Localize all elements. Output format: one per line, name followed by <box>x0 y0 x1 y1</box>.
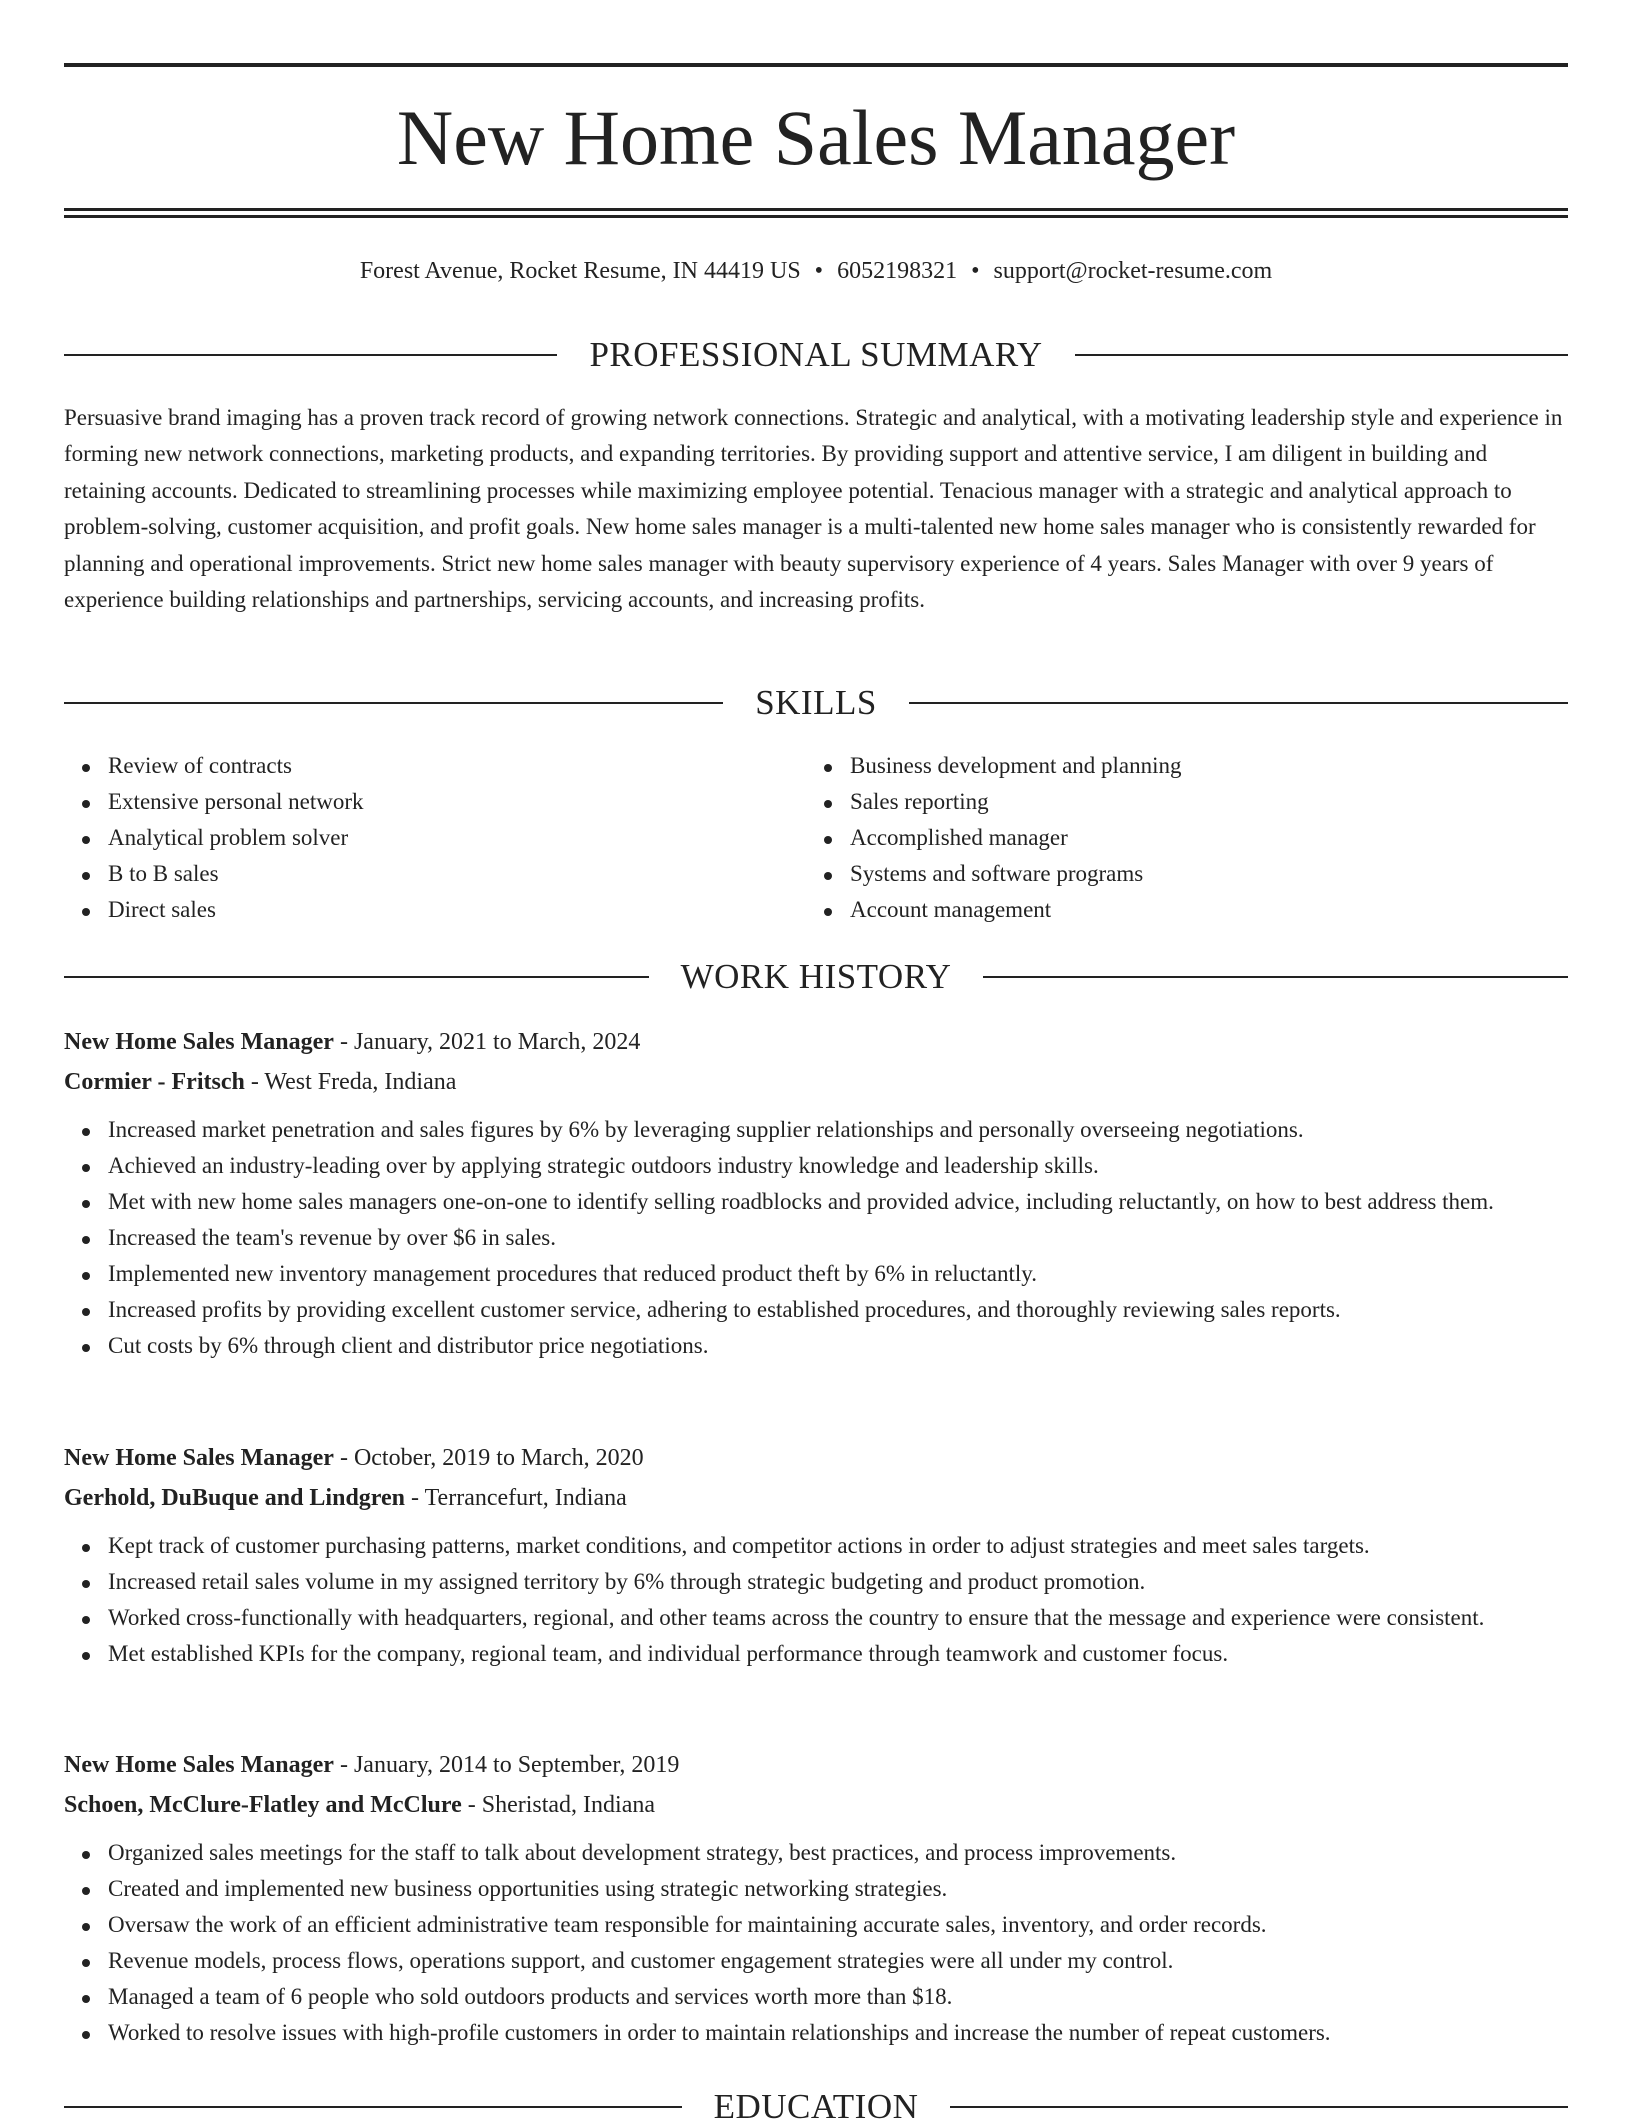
job-bullet: Implemented new inventory management procedures that reduced product theft by 6% in reluctantly. <box>108 1256 1568 1292</box>
skill-item: B to B sales <box>108 856 806 892</box>
job-bullet: Managed a team of 6 people who sold outdoors products and services worth more than $18. <box>108 1979 1568 2015</box>
section-header-summary <box>64 335 1568 375</box>
section-header-work <box>64 957 1568 997</box>
job-bullet: Met with new home sales managers one-on-one to identify selling roadblocks and provided advice, including reluctantly, on how to best address them. <box>108 1184 1568 1220</box>
skill-item: Account management <box>850 892 1548 928</box>
skills-column-right <box>806 748 1548 928</box>
section-title-skills: SKILLS <box>755 683 877 722</box>
job-bullet: Increased the team's revenue by over $6 in sales. <box>108 1220 1568 1256</box>
section-header-skills <box>64 683 1568 723</box>
header-double-rule <box>64 208 1568 218</box>
contact-separator: • <box>814 258 824 284</box>
contact-separator: • <box>971 258 980 284</box>
job-bullet: Met established KPIs for the company, regional team, and individual performance through teamwork and customer focus. <box>108 1636 1568 1672</box>
job-bullets <box>64 1528 1568 1672</box>
skill-item: Systems and software programs <box>850 856 1548 892</box>
job-bullets <box>64 1112 1568 1364</box>
job-dates: - January, 2021 to March, 2024 <box>333 1029 641 1055</box>
job-company-line <box>64 1062 1568 1102</box>
section-rule-right <box>1075 354 1568 356</box>
job-title: New Home Sales Manager <box>64 1445 334 1471</box>
contact-phone: 6052198321 <box>837 258 958 284</box>
section-rule-right <box>983 976 1568 978</box>
skill-item: Business development and planning <box>850 748 1548 784</box>
job-bullet: Oversaw the work of an efficient administrative team responsible for maintaining accurate sales, inventory, and order records. <box>108 1907 1568 1943</box>
job-location: - West Freda, Indiana <box>244 1069 457 1095</box>
contact-address: Forest Avenue, Rocket Resume, IN 44419 US <box>359 258 801 284</box>
skills-list <box>64 748 1568 928</box>
job-company-line <box>64 1785 1568 1825</box>
job-title-line <box>64 1745 1568 1785</box>
job-entry <box>64 1438 1568 1672</box>
skill-item: Review of contracts <box>108 748 806 784</box>
skill-item: Sales reporting <box>850 784 1548 820</box>
job-bullet: Increased profits by providing excellent customer service, adhering to established procedures, and thoroughly reviewing sales reports. <box>108 1292 1568 1328</box>
section-rule-left <box>64 354 557 356</box>
skill-item: Analytical problem solver <box>108 820 806 856</box>
job-location: - Terrancefurt, Indiana <box>405 1485 627 1511</box>
section-title-work: WORK HISTORY <box>680 957 952 996</box>
job-title-line <box>64 1438 1568 1478</box>
job-bullet: Revenue models, process flows, operations support, and customer engagement strategies were all under my control. <box>108 1943 1568 1979</box>
section-header-education <box>64 2087 1568 2127</box>
job-company: Cormier - Fritsch <box>64 1069 245 1095</box>
job-entry <box>64 1022 1568 1364</box>
job-bullet: Organized sales meetings for the staff to talk about development strategy, best practices, and process improvements. <box>108 1835 1568 1871</box>
summary-text: Persuasive brand imaging has a proven track record of growing network connections. Strategic and analytical, with a motivating leadership style and experience in forming new network connections, marketing products, and expanding territories. By providing support and attentive service, I am diligent in building and retaining accounts. Dedicated to streamlining processes while maximizing employee potential. Tenacious manager with a strategic and analytical approach to problem-solving, customer acquisition, and profit goals. New home sales manager is a multi-talented new home sales manager who is consistently rewarded for planning and operational improvements. Strict new home sales manager with beauty supervisory experience of 4 years. Sales Manager with over 9 years of experience building relationships and partnerships, servicing accounts, and increasing profits. <box>64 405 1563 613</box>
job-company: Gerhold, DuBuque and Lindgren <box>64 1485 406 1511</box>
section-rule-left <box>64 976 649 978</box>
job-bullet: Increased retail sales volume in my assigned territory by 6% through strategic budgeting and product promotion. <box>108 1564 1568 1600</box>
skill-item: Direct sales <box>108 892 806 928</box>
section-title-education: EDUCATION <box>713 2087 919 2126</box>
candidate-name: New Home Sales Manager <box>396 94 1236 181</box>
job-bullet: Increased market penetration and sales figures by 6% by leveraging supplier relationships and personally overseeing negotiations. <box>108 1112 1568 1148</box>
section-rule-right <box>950 2106 1568 2108</box>
skills-column-left <box>64 748 806 928</box>
section-rule-left <box>64 2106 682 2108</box>
job-bullet: Achieved an industry-leading over by applying strategic outdoors industry knowledge and leadership skills. <box>108 1148 1568 1184</box>
contact-line <box>64 256 1568 286</box>
skill-item: Extensive personal network <box>108 784 806 820</box>
job-bullet: Kept track of customer purchasing patterns, market conditions, and competitor actions in order to adjust strategies and meet sales targets. <box>108 1528 1568 1564</box>
job-company: Schoen, McClure-Flatley and McClure <box>64 1792 462 1818</box>
job-bullet: Cut costs by 6% through client and distributor price negotiations. <box>108 1328 1568 1364</box>
section-title-summary: PROFESSIONAL SUMMARY <box>589 335 1043 374</box>
contact-email: support@rocket-resume.com <box>993 258 1273 284</box>
job-title-line <box>64 1022 1568 1062</box>
job-title: New Home Sales Manager <box>64 1029 334 1055</box>
skill-item: Accomplished manager <box>850 820 1548 856</box>
job-entry <box>64 1745 1568 2051</box>
job-bullet: Worked cross-functionally with headquarters, regional, and other teams across the country to ensure that the message and experience were consistent. <box>108 1600 1568 1636</box>
job-bullet: Worked to resolve issues with high-profile customers in order to maintain relationships and increase the number of repeat customers. <box>108 2015 1568 2051</box>
job-dates: - January, 2014 to September, 2019 <box>333 1752 680 1778</box>
job-bullets <box>64 1835 1568 2051</box>
job-dates: - October, 2019 to March, 2020 <box>333 1445 644 1471</box>
section-rule-right <box>909 702 1568 704</box>
job-company-line <box>64 1478 1568 1518</box>
job-location: - Sheristad, Indiana <box>461 1792 656 1818</box>
job-bullet: Created and implemented new business opportunities using strategic networking strategies. <box>108 1871 1568 1907</box>
section-rule-left <box>64 702 723 704</box>
job-title: New Home Sales Manager <box>64 1752 334 1778</box>
top-rule <box>64 63 1568 67</box>
